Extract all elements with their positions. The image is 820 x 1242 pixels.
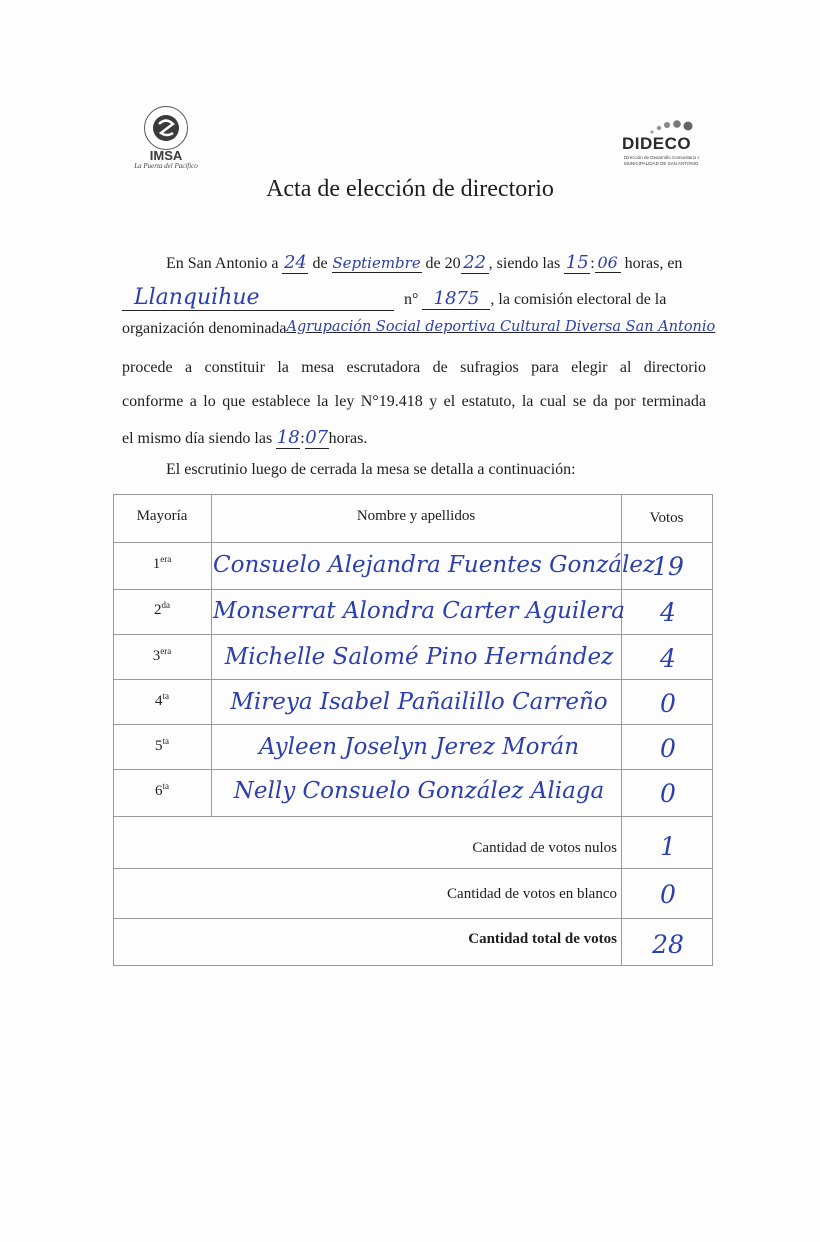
- paragraph-line-4: procede a constituir la mesa escrutadora de sufragios para elegir al directorio: [122, 359, 706, 376]
- rank-suffix: ta: [162, 781, 169, 791]
- candidate-name: Mireya Isabel Pañailillo Carreño: [230, 689, 608, 715]
- paragraph-line-3: [122, 320, 715, 338]
- imsa-tagline: La Puerta del Pacífico: [134, 162, 198, 170]
- rank-number: 5: [155, 738, 163, 754]
- imsa-emblem-icon: [144, 106, 188, 150]
- end-minute-field: 07: [305, 427, 329, 448]
- organization-name-field: Agrupación Social deportiva Cultural Diversa San Antonio: [286, 319, 716, 335]
- null-votes-value: 1: [660, 832, 676, 861]
- paragraph-line-6: [122, 427, 367, 449]
- candidate-name: Nelly Consuelo González Aliaga: [233, 778, 605, 804]
- text-fragment: :: [590, 255, 595, 272]
- header-votes: Votos: [649, 510, 684, 526]
- rank-suffix: ta: [162, 691, 169, 701]
- candidate-votes: 0: [660, 734, 676, 763]
- results-table: [113, 494, 713, 966]
- table-rule: [113, 769, 713, 770]
- table-rule: [113, 634, 713, 635]
- rank-cell: [113, 646, 211, 665]
- rank-cell: [113, 736, 211, 755]
- document-title: Acta de elección de directorio: [266, 176, 554, 202]
- text-fragment: organización denominada: [122, 320, 287, 337]
- text-fragment: , la comisión electoral de la: [490, 291, 667, 308]
- rank-cell: [113, 691, 211, 710]
- header-rank: Mayoría: [136, 508, 188, 524]
- table-rule: [113, 589, 713, 590]
- table-rule: [113, 724, 713, 725]
- table-rule: [113, 868, 713, 869]
- rank-suffix: era: [160, 646, 172, 656]
- rank-number: 2: [154, 602, 162, 618]
- rank-number: 6: [155, 783, 163, 799]
- rank-suffix: ta: [162, 736, 169, 746]
- blank-votes-label: Cantidad de votos en blanco: [447, 886, 617, 902]
- street-field: Llanquihue: [122, 285, 394, 311]
- text-fragment: En San Antonio a: [166, 255, 279, 272]
- candidate-votes: 19: [652, 552, 684, 581]
- rank-number: 1: [152, 556, 161, 572]
- text-fragment: horas, en: [624, 255, 683, 272]
- table-rule: [211, 494, 212, 816]
- total-votes-value: 28: [652, 930, 684, 959]
- month-field: Septiembre: [332, 254, 421, 272]
- text-fragment: de: [312, 255, 328, 272]
- dideco-subtitle: Dirección de Desarrollo Comunitario I. MUNICIPALIDAD DE SAN ANTONIO: [624, 155, 701, 166]
- dideco-logo: [610, 114, 720, 174]
- rank-cell: [113, 600, 211, 619]
- imsa-name: IMSA: [149, 148, 183, 163]
- text-fragment: n°: [404, 291, 419, 308]
- street-number-field: 1875: [422, 288, 490, 310]
- text-fragment: horas.: [328, 430, 368, 447]
- table-rule: [712, 494, 713, 966]
- paragraph-line-1: [166, 252, 682, 274]
- candidate-votes: 4: [660, 644, 676, 673]
- text-fragment: de 20: [425, 255, 461, 272]
- candidate-votes: 4: [660, 598, 676, 627]
- paragraph-line-7: El escrutinio luego de cerrada la mesa se detalla a continuación:: [166, 461, 576, 478]
- table-rule: [113, 816, 713, 817]
- table-rule: [113, 965, 713, 966]
- year-field: 22: [461, 252, 489, 274]
- text-fragment: , siendo las: [488, 255, 561, 272]
- imsa-logo: [118, 100, 218, 175]
- table-rule: [113, 918, 713, 919]
- day-field: 24: [283, 252, 307, 273]
- candidate-name: Michelle Salomé Pino Hernández: [224, 644, 614, 670]
- rank-suffix: da: [161, 600, 170, 610]
- paragraph-line-5: conforme a lo que establece la ley N°19.418 y el estatuto, la cual se da por terminada: [122, 393, 706, 410]
- dideco-name: DIDECO: [622, 134, 692, 153]
- null-votes-label: Cantidad de votos nulos: [472, 840, 617, 856]
- text-fragment: :: [300, 430, 305, 447]
- rank-cell: [113, 554, 211, 573]
- end-hour-field: 18: [276, 427, 300, 448]
- text-fragment: el mismo día siendo las: [122, 430, 273, 447]
- candidate-name: Ayleen Joselyn Jerez Morán: [258, 734, 580, 760]
- candidate-name: Monserrat Alondra Carter Aguilera: [213, 598, 625, 624]
- rank-number: 4: [155, 693, 163, 709]
- table-rule: [113, 494, 713, 495]
- rank-cell: [113, 781, 211, 800]
- rank-suffix: era: [160, 554, 172, 564]
- table-rule: [113, 542, 713, 543]
- header-name: Nombre y apellidos: [356, 508, 476, 524]
- candidate-votes: 0: [660, 779, 676, 808]
- candidate-name: Consuelo Alejandra Fuentes González: [213, 552, 656, 578]
- total-votes-label: Cantidad total de votos: [468, 931, 617, 947]
- table-rule: [113, 679, 713, 680]
- rank-number: 3: [152, 648, 161, 664]
- start-hour-field: 15: [565, 252, 589, 273]
- candidate-votes: 0: [660, 689, 676, 718]
- start-minute-field: 06: [595, 253, 621, 273]
- paragraph-line-2: [122, 285, 666, 311]
- blank-votes-value: 0: [660, 880, 676, 909]
